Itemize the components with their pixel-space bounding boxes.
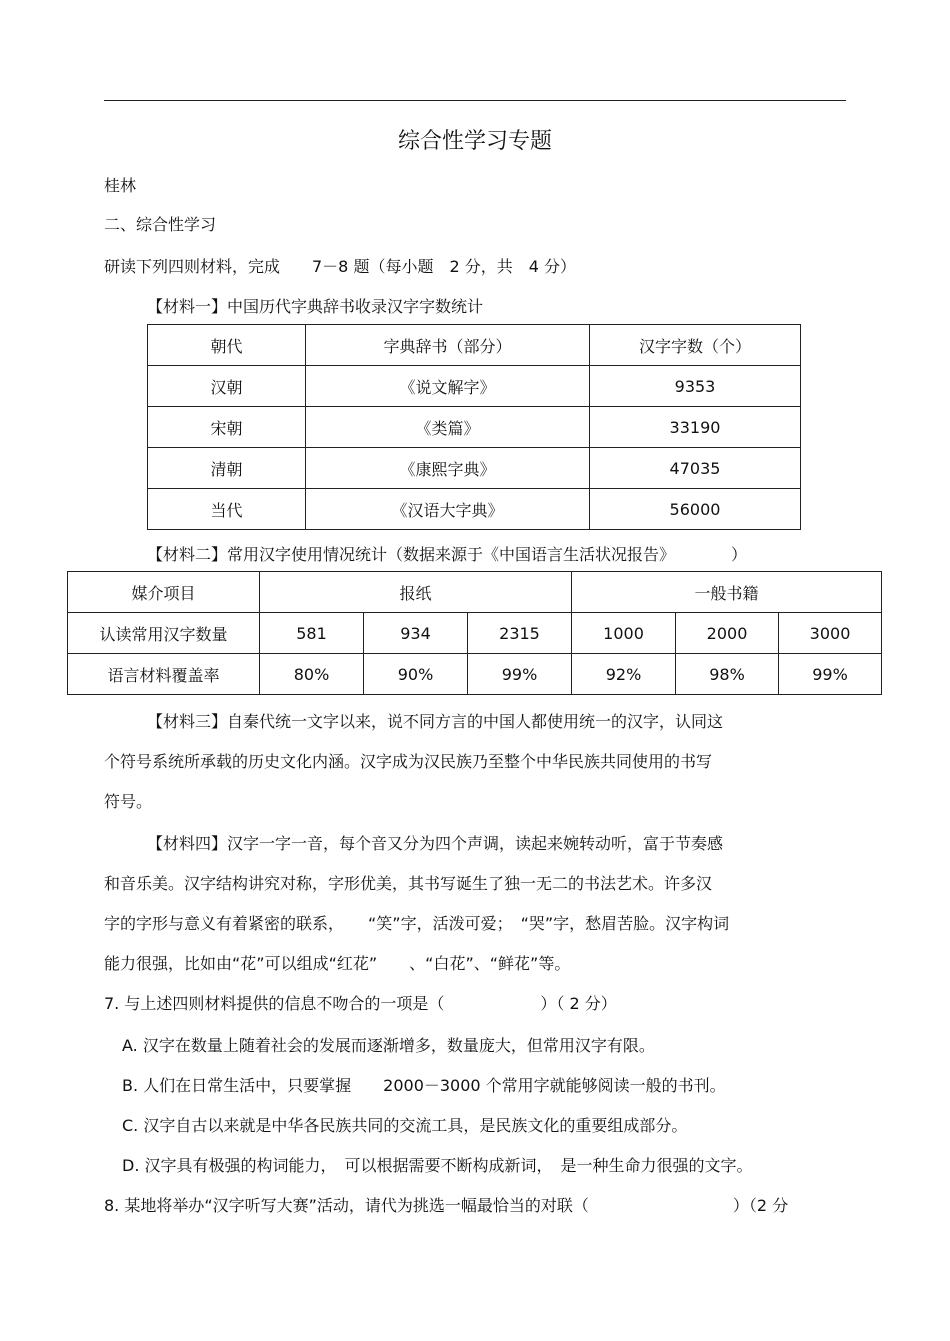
- instructions: 研读下列四则材料，完成 7－8 题（每小题 2 分，共 4 分）: [104, 257, 576, 276]
- material3-line: 符号。: [104, 792, 153, 811]
- cell-dynasty: 当代: [148, 489, 306, 530]
- question-7-option-a: A. 汉字在数量上随着社会的发展而逐渐增多，数量庞大，但常用汉字有限。: [122, 1036, 655, 1055]
- cell-value: 92%: [572, 654, 676, 695]
- material3-line: 个符号系统所承载的历史文化内涵。汉字成为汉民族乃至整个中华民族共同使用的书写: [104, 752, 713, 771]
- question-7-option-d: D. 汉字具有极强的构词能力， 可以根据需要不断构成新词， 是一种生命力很强的文字。: [122, 1156, 753, 1175]
- cell-dictionary: 《说文解字》: [306, 366, 590, 407]
- table-row: [148, 448, 801, 489]
- cell-value: 934: [364, 613, 468, 654]
- cell-dynasty: 清朝: [148, 448, 306, 489]
- dictionary-table: [147, 324, 801, 530]
- cell-dynasty: 宋朝: [148, 407, 306, 448]
- material2-caption: 【材料二】常用汉字使用情况统计（数据来源于《中国语言生活状况报告》 ）: [147, 545, 748, 564]
- section-heading: 二、综合性学习: [104, 215, 217, 234]
- row-label-char-count: 认读常用汉字数量: [68, 613, 260, 654]
- material4-line: 【材料四】汉字一字一音，每个音又分为四个声调，读起来婉转动听，富于节奏感: [147, 834, 724, 853]
- table-row: [148, 489, 801, 530]
- cell-dictionary: 《康熙字典》: [306, 448, 590, 489]
- cell-value: 90%: [364, 654, 468, 695]
- cell-count: 56000: [590, 489, 801, 530]
- header-books: 一般书籍: [572, 572, 882, 613]
- row-label-coverage: 语言材料覆盖率: [68, 654, 260, 695]
- cell-value: 581: [260, 613, 364, 654]
- material4-line: 和音乐美。汉字结构讲究对称，字形优美，其书写诞生了独一无二的书法艺术。许多汉: [104, 874, 713, 893]
- question-7-option-c: C. 汉字自古以来就是中华各民族共同的交流工具，是民族文化的重要组成部分。: [122, 1116, 688, 1135]
- cell-value: 2000: [676, 613, 779, 654]
- table-row: [68, 613, 882, 654]
- header-dynasty: 朝代: [148, 325, 306, 366]
- table-row: [148, 366, 801, 407]
- cell-dictionary: 《汉语大字典》: [306, 489, 590, 530]
- table-row: [148, 407, 801, 448]
- usage-table: [67, 571, 882, 695]
- cell-value: 99%: [468, 654, 572, 695]
- question-7-option-b: B. 人们在日常生活中，只要掌握 2000－3000 个常用字就能够阅读一般的书刊。: [122, 1076, 726, 1095]
- cell-dynasty: 汉朝: [148, 366, 306, 407]
- header-char-count: 汉字字数（个）: [590, 325, 801, 366]
- header-media: 媒介项目: [68, 572, 260, 613]
- material4-line: 能力很强，比如由“花”可以组成“红花” 、“白花”、“鲜花”等。: [104, 954, 571, 973]
- cell-value: 98%: [676, 654, 779, 695]
- cell-value: 1000: [572, 613, 676, 654]
- cell-count: 47035: [590, 448, 801, 489]
- question-7-stem: 7. 与上述四则材料提供的信息不吻合的一项是（ ）（ 2 分）: [104, 994, 617, 1013]
- cell-value: 3000: [779, 613, 882, 654]
- cell-count: 33190: [590, 407, 801, 448]
- material4-line: 字的字形与意义有着紧密的联系， “笑”字，活泼可爱； “哭”字，愁眉苦脸。汉字构词: [104, 914, 730, 933]
- question-8-stem: 8. 某地将举办“汉字听写大赛”活动，请代为挑选一幅最恰当的对联（ ）（2 分: [104, 1196, 789, 1215]
- table-row: [68, 654, 882, 695]
- material1-caption: 【材料一】中国历代字典辞书收录汉字字数统计: [147, 297, 484, 316]
- header-dictionary: 字典辞书（部分）: [306, 325, 590, 366]
- cell-value: 99%: [779, 654, 882, 695]
- page-title: 综合性学习专题: [397, 129, 552, 154]
- top-rule: [104, 100, 846, 101]
- table-header-row: [68, 572, 882, 613]
- cell-count: 9353: [590, 366, 801, 407]
- cell-dictionary: 《类篇》: [306, 407, 590, 448]
- region-label: 桂林: [104, 176, 137, 195]
- cell-value: 2315: [468, 613, 572, 654]
- cell-value: 80%: [260, 654, 364, 695]
- material3-line: 【材料三】自秦代统一文字以来，说不同方言的中国人都使用统一的汉字，认同这: [147, 712, 724, 731]
- table-header-row: [148, 325, 801, 366]
- header-newspaper: 报纸: [260, 572, 572, 613]
